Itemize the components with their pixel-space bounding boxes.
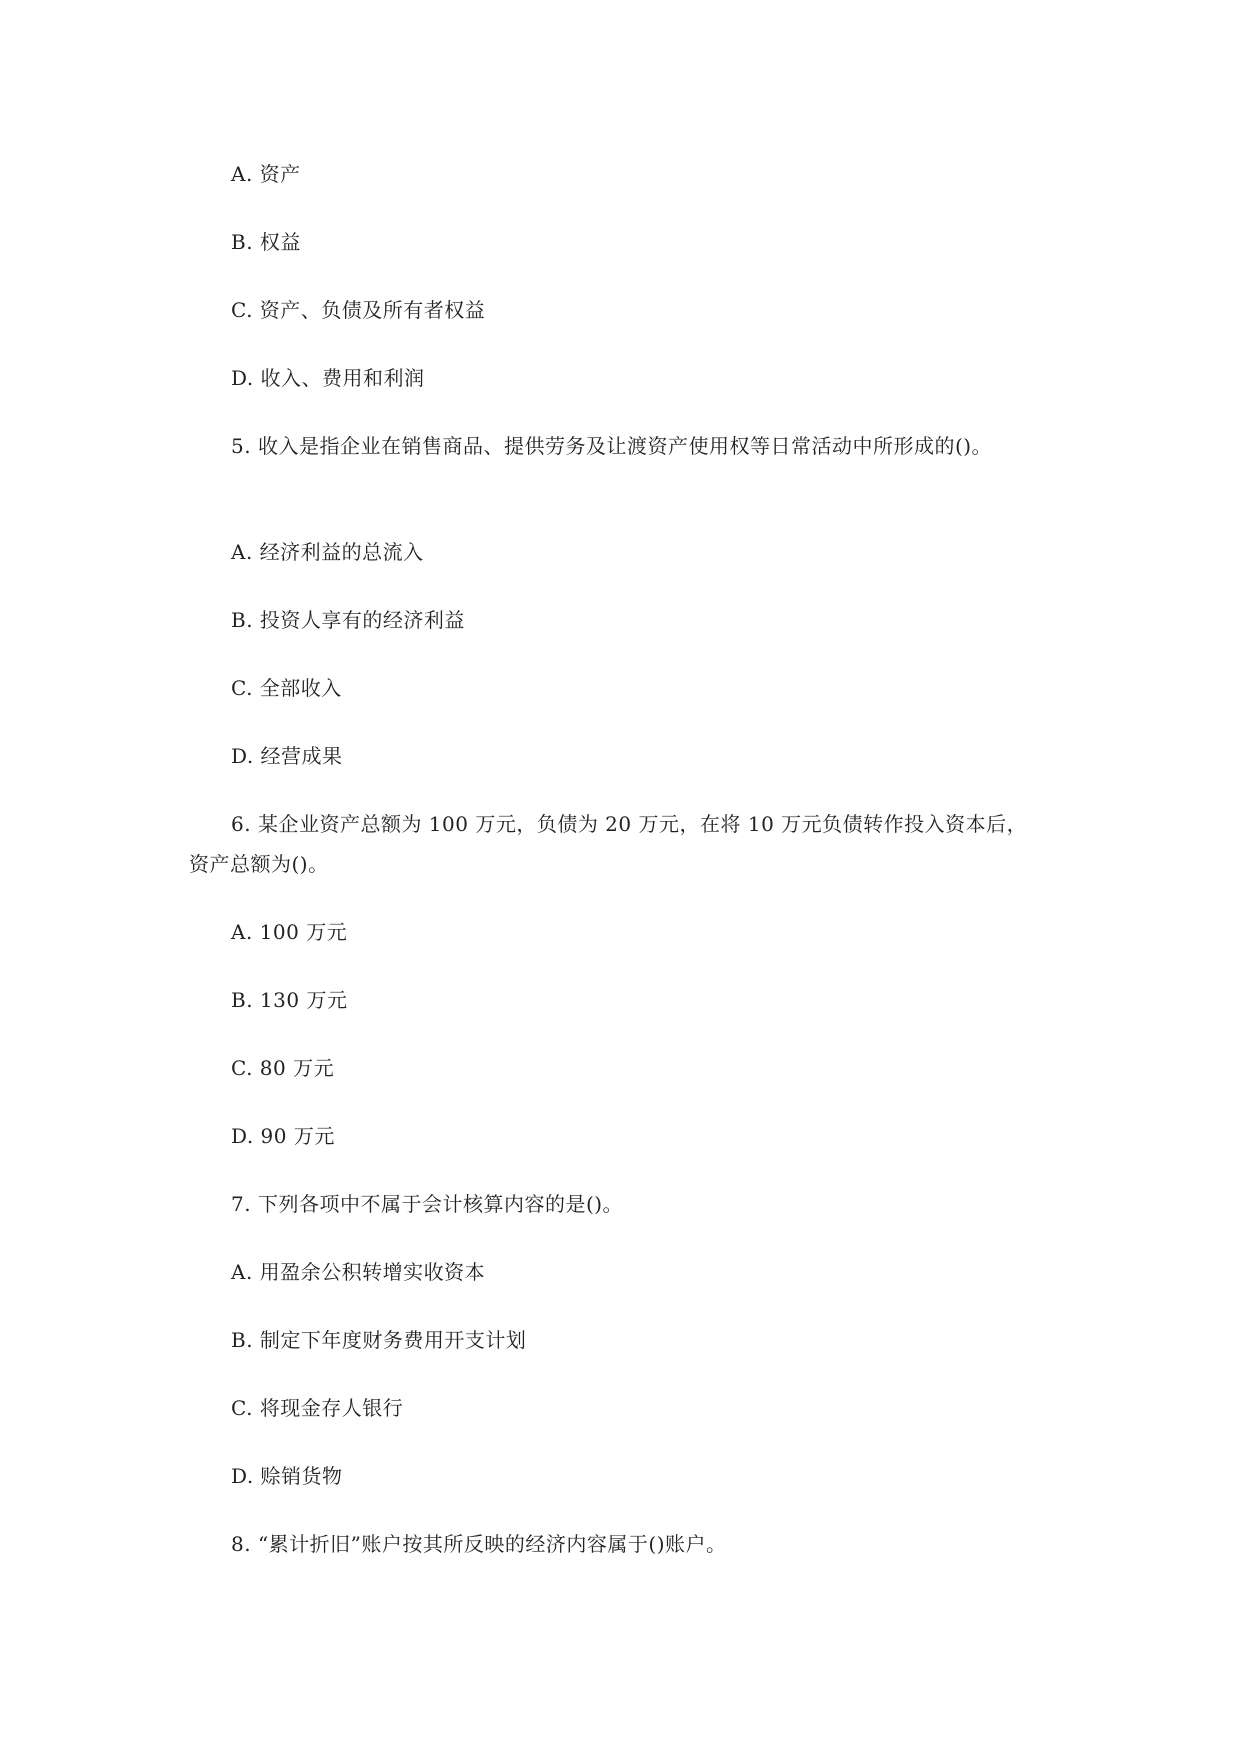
option-b: B. 制定下年度财务费用开支计划 bbox=[231, 1328, 527, 1352]
question-stem-continued: 资产总额为()。 bbox=[189, 852, 329, 876]
option-b: B. 投资人享有的经济利益 bbox=[231, 608, 465, 632]
option-c: C. 全部收入 bbox=[231, 676, 342, 700]
option-b: B. 权益 bbox=[231, 230, 301, 254]
question-stem: 5. 收入是指企业在销售商品、提供劳务及让渡资产使用权等日常活动中所形成的()。 bbox=[231, 434, 993, 458]
question-stem: 7. 下列各项中不属于会计核算内容的是()。 bbox=[231, 1192, 624, 1216]
option-c: C. 80 万元 bbox=[231, 1056, 335, 1080]
option-a: A. 用盈余公积转增实收资本 bbox=[231, 1260, 486, 1284]
option-a: A. 经济利益的总流入 bbox=[231, 540, 424, 564]
option-a: A. 资产 bbox=[231, 162, 301, 186]
option-d: D. 90 万元 bbox=[231, 1124, 335, 1148]
option-a: A. 100 万元 bbox=[231, 920, 348, 944]
option-b: B. 130 万元 bbox=[231, 988, 348, 1012]
option-d: D. 收入、费用和利润 bbox=[231, 366, 425, 390]
option-c: C. 资产、负债及所有者权益 bbox=[231, 298, 486, 322]
option-c: C. 将现金存人银行 bbox=[231, 1396, 404, 1420]
option-d: D. 赊销货物 bbox=[231, 1464, 343, 1488]
question-stem: 8. “累计折旧”账户按其所反映的经济内容属于()账户。 bbox=[231, 1532, 727, 1556]
question-stem: 6. 某企业资产总额为 100 万元，负债为 20 万元，在将 10 万元负债转作投入资本后， bbox=[231, 812, 1028, 836]
option-d: D. 经营成果 bbox=[231, 744, 343, 768]
